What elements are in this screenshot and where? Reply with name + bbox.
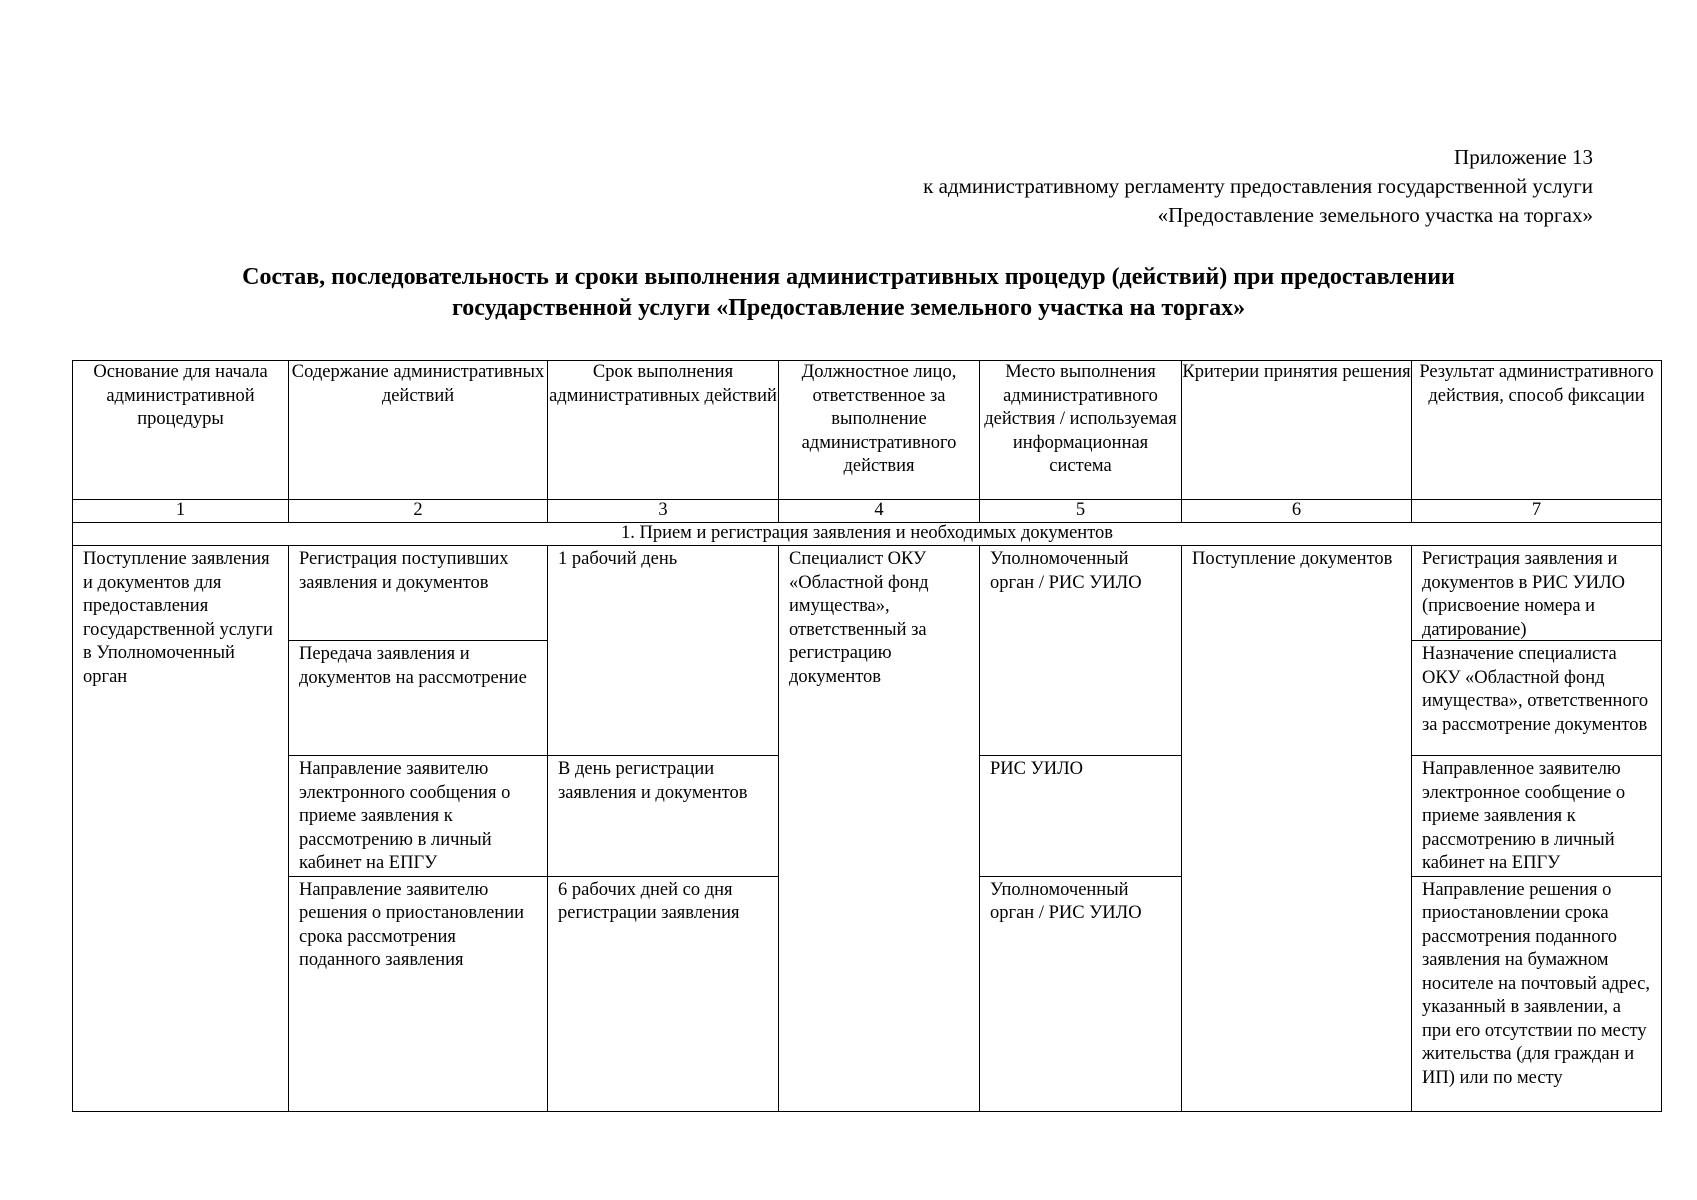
- criteria-text: Поступление документов: [1192, 549, 1393, 569]
- appendix-reference: к административному регламенту предоставления государственной услуги: [923, 174, 1593, 198]
- content-text: Передача заявления и документов на рассмотрение: [299, 644, 527, 688]
- result-cell: [1412, 876, 1662, 1111]
- procedures-table: [72, 360, 1662, 1112]
- document-title-line-2: государственной услуги «Предоставление земельного участка на торгах»: [451, 295, 1246, 321]
- header-place: Место выполнения административного действия / используемая информационная система: [980, 361, 1182, 500]
- section-row: [73, 523, 1662, 546]
- term-text: 1 рабочий день: [558, 549, 678, 569]
- appendix-service-name: «Предоставление земельного участка на торгах»: [1157, 203, 1593, 227]
- header-official: Должностное лицо, ответственное за выполнение административного действия: [779, 361, 980, 500]
- content-cell: [289, 641, 548, 756]
- column-number: 7: [1412, 500, 1662, 523]
- term-cell: [548, 756, 779, 877]
- column-number: 5: [980, 500, 1182, 523]
- term-text: 6 рабочих дней со дня регистрации заявления: [558, 879, 740, 923]
- basis-text: Поступление заявления и документов для предоставления государственной услуги в Уполномоченный орган: [83, 549, 273, 687]
- column-number-row: [73, 500, 1662, 523]
- place-text: Уполномоченный орган / РИС УИЛО: [990, 549, 1142, 593]
- column-number: 2: [289, 500, 548, 523]
- result-cell: [1412, 756, 1662, 877]
- column-number: 4: [779, 500, 980, 523]
- term-cell: [548, 546, 779, 756]
- place-cell: [980, 756, 1182, 877]
- section-title: 1. Прием и регистрация заявления и необходимых документов: [73, 523, 1662, 546]
- result-cell: [1412, 546, 1662, 641]
- column-number: 6: [1182, 500, 1412, 523]
- place-text: РИС УИЛО: [990, 759, 1083, 779]
- content-cell: [289, 876, 548, 1111]
- result-text: Регистрация заявления и документов в РИС УИЛО (присвоение номера и датирование): [1422, 549, 1626, 640]
- appendix-block: [923, 143, 1593, 230]
- document-title: [70, 262, 1627, 324]
- document-title-line-1: Состав, последовательность и сроки выполнения административных процедур (действий) при предоставлении: [242, 264, 1455, 290]
- result-text: Направленное заявителю электронное сообщение о приеме заявления к рассмотрению в личный кабинет на ЕПГУ: [1422, 759, 1626, 873]
- column-number: 1: [73, 500, 289, 523]
- content-cell: [289, 756, 548, 877]
- official-text: Специалист ОКУ «Областной фонд имущества», ответственный за регистрацию документов: [789, 549, 929, 687]
- result-text: Назначение специалиста ОКУ «Областной фонд имущества», ответственного за рассмотрение документов: [1422, 644, 1649, 735]
- term-cell: [548, 876, 779, 1111]
- official-cell: [779, 546, 980, 1112]
- place-text: Уполномоченный орган / РИС УИЛО: [990, 879, 1142, 923]
- header-content: Содержание административных действий: [289, 361, 548, 500]
- header-result: Результат административного действия, способ фиксации: [1412, 361, 1662, 500]
- header-basis: Основание для начала административной процедуры: [73, 361, 289, 500]
- table-row: [73, 546, 1662, 641]
- term-text: В день регистрации заявления и документов: [558, 759, 748, 803]
- content-cell: [289, 546, 548, 641]
- basis-cell: [73, 546, 289, 1112]
- content-text: Направление заявителю решения о приостановлении срока рассмотрения поданного заявления: [299, 879, 525, 970]
- header-term: Срок выполнения административных действий: [548, 361, 779, 500]
- result-cell: [1412, 641, 1662, 756]
- place-cell: [980, 546, 1182, 756]
- content-text: Направление заявителю электронного сообщения о приеме заявления к рассмотрению в личный кабинет на ЕПГУ: [299, 759, 511, 873]
- table-header-row: [73, 361, 1662, 500]
- place-cell: [980, 876, 1182, 1111]
- result-text: Направление решения о приостановлении срока рассмотрения поданного заявления на бумажном носителе на почтовый адрес, указанный в заявлении, а при его отсутствии по месту жительства (для граждан и ИП) или по месту: [1422, 879, 1650, 1088]
- content-text: Регистрация поступивших заявления и документов: [299, 549, 509, 593]
- appendix-number: Приложение 13: [1454, 145, 1593, 169]
- header-criteria: Критерии принятия решения: [1182, 361, 1412, 500]
- criteria-cell: [1182, 546, 1412, 1112]
- column-number: 3: [548, 500, 779, 523]
